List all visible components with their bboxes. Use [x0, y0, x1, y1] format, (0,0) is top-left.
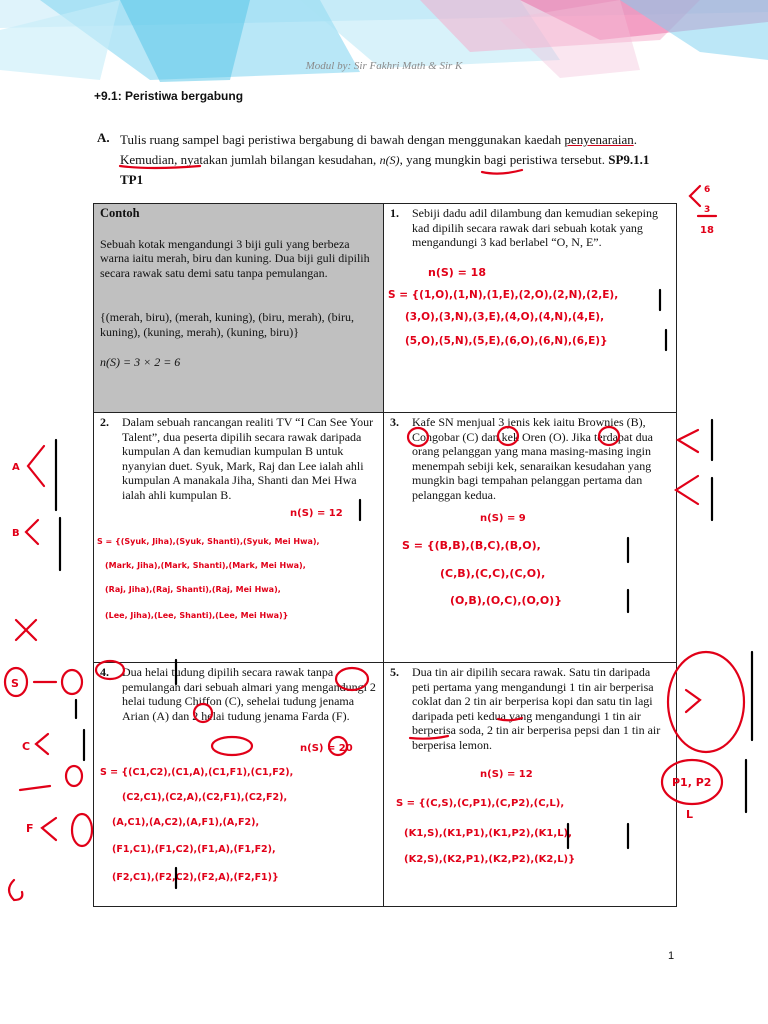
- question-text: Dua helai tudung dipilih secara rawak tanpa pemulangan dari sebuah almari yang mengandungi 2 helai tudung Chiffon (C), sehelai tudung jenama Arian (A) dan 2 helai tudung jenama Farda (F).: [122, 665, 376, 723]
- instruction-ns: n(S): [379, 153, 400, 167]
- hw-margin-c: C: [22, 740, 31, 753]
- hw-q1-s2: (3,O),(3,N),(3,E),(4,O),(4,N),(4,E),: [405, 311, 605, 323]
- header-credit: Modul by: Sir Fakhri Math & Sir K: [305, 60, 463, 72]
- question-text: Sebiji dadu adil dilambung dan kemudian sekeping kad dipilih secara rawak dari sebuah kotak yang mengandungi 3 kad berlabel “O, N, E”.: [412, 206, 658, 249]
- question-number: 1.: [390, 206, 399, 220]
- example-cell: [94, 204, 384, 413]
- question-table: [93, 203, 677, 907]
- instruction-part3: . Kemudian, nyatakan jumlah bilangan kesudahan,: [120, 132, 637, 167]
- hw-q1-tree-bot: 18: [700, 225, 714, 236]
- instruction-text: [120, 130, 670, 190]
- hw-q1-s3: (5,O),(5,N),(5,E),(6,O),(6,N),(6,E)}: [405, 335, 608, 347]
- hw-q4-n: n(S) = 20: [300, 743, 353, 754]
- hw-q2-s2: (Mark, Jiha),(Mark, Shanti),(Mark, Mei Hwa),: [105, 561, 306, 570]
- instruction-underlined: penyenaraian: [564, 132, 634, 147]
- header-banner: [0, 0, 768, 95]
- hw-q2-s3: (Raj, Jiha),(Raj, Shanti),(Raj, Mei Hwa),: [105, 585, 281, 594]
- hw-q4-s5: (F2,C1),(F2,C2),(F2,A),(F2,F1)}: [112, 872, 279, 883]
- hw-q4-s4: (F1,C1),(F1,C2),(F1,A),(F1,F2),: [112, 844, 276, 855]
- question-number: 3.: [390, 415, 399, 429]
- question-number: 5.: [390, 665, 399, 679]
- question-text: Dalam sebuah rancangan realiti TV “I Can See Your Talent”, dua peserta dipilih secara rawak daripada kumpulan A dan kemudian kumpulan B untuk nyanyian duet. Syuk, Mark, Raj dan Lee ialah ahli kumpulan A manakala Jiha, Shanti dan Mei Hwa ialah ahli kumpulan B.: [122, 415, 374, 502]
- question-cell-3: [384, 413, 677, 663]
- hw-q1-n: n(S) = 18: [428, 266, 486, 279]
- question-cell-5: [384, 663, 677, 907]
- example-title: Contoh: [100, 206, 140, 220]
- instruction-part1: Tulis ruang sampel bagi peristiwa bergabung di bawah dengan menggunakan kaedah: [120, 132, 562, 147]
- question-number: 4.: [100, 665, 109, 679]
- hw-q3-s2: (C,B),(C,C),(C,O),: [440, 567, 546, 580]
- hw-q2-s4: (Lee, Jiha),(Lee, Shanti),(Lee, Mei Hwa)}: [105, 611, 289, 620]
- question-number: 2.: [100, 415, 109, 429]
- hw-q5-n: n(S) = 12: [480, 769, 533, 780]
- hw-margin-s: S: [11, 677, 19, 690]
- hw-q4-s3: (A,C1),(A,C2),(A,F1),(A,F2),: [112, 817, 260, 828]
- hw-q5-s1: S = {(C,S),(C,P1),(C,P2),(C,L),: [396, 798, 565, 809]
- hw-q2-n: n(S) = 12: [290, 508, 343, 519]
- question-cell-4: [94, 663, 384, 907]
- instruction-letter: A.: [97, 130, 110, 145]
- question-cell-1: [384, 204, 677, 413]
- hw-margin-l: L: [686, 808, 694, 821]
- hw-margin-p: P1, P2: [672, 776, 712, 789]
- question-text: Kafe SN menjual 3 jenis kek iaitu Brownies (B), Congobar (C) dan kek Oren (O). Jika terdapat dua orang pelanggan yang mana masing-masing ingin menempah sebiji kek, senaraikan kesudahan yang mungkin bagi tempahan pelanggan pertama dan pelanggan kedua.: [412, 415, 653, 502]
- example-formula: n(S) = 3 × 2 = 6: [100, 355, 181, 369]
- example-text: Sebuah kotak mengandungi 3 biji guli yang berbeza warna iaitu merah, biru dan kuning. Dua biji guli dipilih secara rawak satu demi satu tanpa pemulangan.: [100, 236, 370, 280]
- hw-q4-s1: S = {(C1,C2),(C1,A),(C1,F1),(C1,F2),: [100, 767, 294, 778]
- page-number: 1: [668, 950, 675, 962]
- hw-q2-s1: S = {(Syuk, Jiha),(Syuk, Shanti),(Syuk, Mei Hwa),: [97, 537, 320, 546]
- question-cell-2: [94, 413, 384, 663]
- section-title: +9.1: Peristiwa bergabung: [94, 89, 244, 103]
- hw-margin-a: A: [12, 462, 20, 473]
- hw-margin-b: B: [12, 528, 20, 539]
- instruction-code: SP9.1.1 TP1: [120, 152, 650, 187]
- hw-margin-f: F: [26, 822, 34, 835]
- question-text: Dua tin air dipilih secara rawak. Satu tin daripada peti pertama yang mengandungi 1 tin air berperisa coklat dan 2 tin air berperisa kopi dan satu tin lagi daripada peti kedua yang mengandungi 1 tin air berperisa soda, 2 tin air berperisa pepsi dan 1 tin air berperisa lemon.: [412, 665, 661, 752]
- example-answer: {(merah, biru), (merah, kuning), (biru, merah), (biru, kuning), (kuning, merah), (kuning, biru)}: [100, 310, 355, 339]
- hw-q5-s2: (K1,S),(K1,P1),(K1,P2),(K1,L),: [404, 828, 572, 839]
- hw-q1-s1: S = {(1,O),(1,N),(1,E),(2,O),(2,N),(2,E),: [388, 289, 619, 301]
- hw-q4-s2: (C2,C1),(C2,A),(C2,F1),(C2,F2),: [122, 792, 288, 803]
- hw-q1-tree-mid: 3: [704, 205, 711, 215]
- hw-q1-tree-top: 6: [704, 185, 711, 195]
- hw-q3-s3: (O,B),(O,C),(O,O)}: [450, 594, 563, 607]
- instruction-part4: , yang mungkin bagi peristiwa tersebut.: [399, 152, 605, 167]
- hw-q3-n: n(S) = 9: [480, 513, 526, 524]
- hw-q5-s3: (K2,S),(K2,P1),(K2,P2),(K2,L)}: [404, 854, 576, 865]
- hw-q3-s1: S = {(B,B),(B,C),(B,O),: [402, 539, 541, 552]
